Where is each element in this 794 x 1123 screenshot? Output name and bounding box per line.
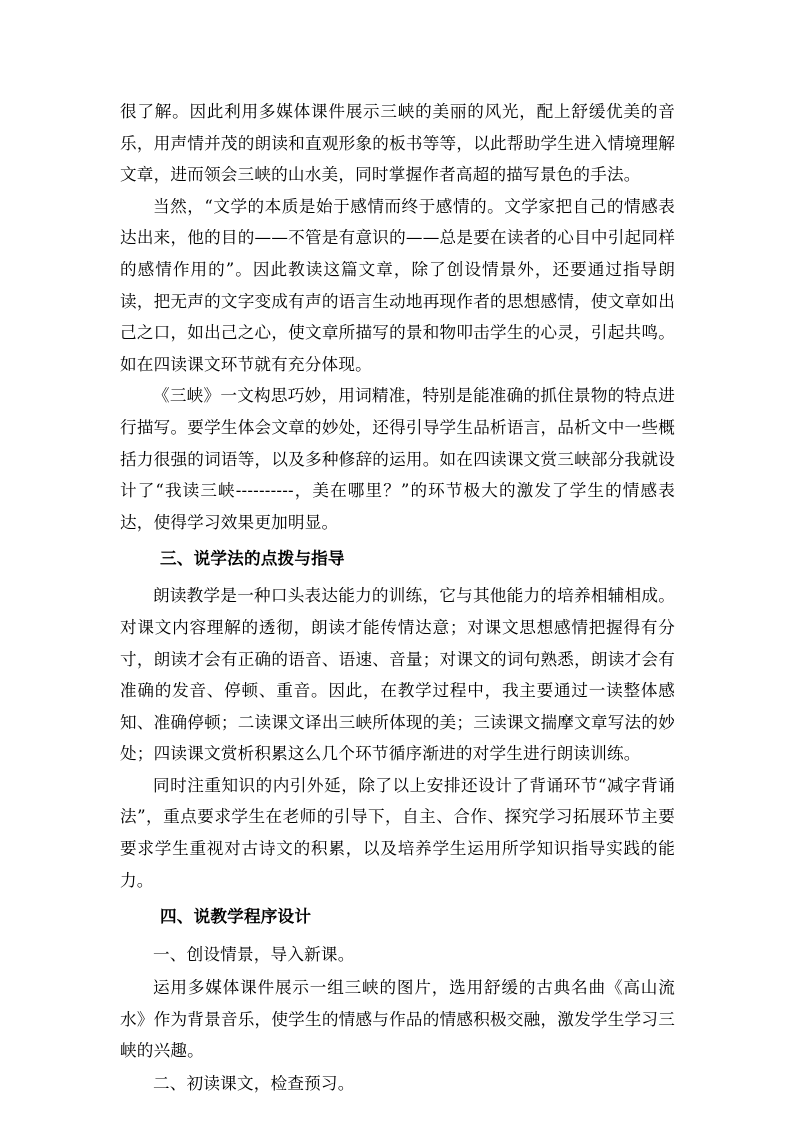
paragraph-5: 同时注重知识的内引外延，除了以上安排还设计了背诵环节“减字背诵法”，重点要求学生在老师的引导下，自主、合作、探究学习拓展环节主要要求学生重视对古诗文的积累，以及培养学生运用所学知识指导实践的能力。	[120, 775, 675, 890]
paragraph-6: 运用多媒体课件展示一组三峡的图片，选用舒缓的古典名曲《高山流水》作为背景音乐，使学生的情感与作品的情感积极交融，激发学生学习三峡的兴趣。	[120, 978, 675, 1061]
section-heading-3: 三、说学法的点拨与指导	[160, 549, 345, 569]
paragraph-2: 当然，“文学的本质是始于感情而终于感情的。文学家把自己的情感表达出来，他的目的——不管是有意识的——总是要在读者的心目中引起同样的感情作用的”。因此教读这篇文章，除了创设情景外，还要通过指导朗读，把无声的文字变成有声的语言生动地再现作者的思想感情，使文章如出己之口，如出己之心，使文章所描写的景和物叩击学生的心灵，引起共鸣。如在四读课文环节就有充分体现。	[120, 196, 675, 374]
subsection-2: 二、初读课文，检查预习。	[153, 1074, 355, 1094]
paragraph-3: 《三峡》一文构思巧妙，用词精准，特别是能准确的抓住景物的特点进行描写。要学生体会文章的妙处，还得引导学生品析语言，品析文中一些概括力很强的词语等，以及多种修辞的运用。如在四读课文赏三峡部分我就设计了“我读三峡----------，美在哪里？”的环节极大的激发了学生的情感表达，使得学习效果更加明显。	[120, 386, 675, 532]
paragraph-4: 朗读教学是一种口头表达能力的训练，它与其他能力的培养相辅相成。对课文内容理解的透彻，朗读才能传情达意；对课文思想感情把握得有分寸，朗读才会有正确的语音、语速、音量；对课文的词句熟悉，朗读才会有准确的发音、停顿、重音。因此，在教学过程中，我主要通过一读整体感知、准确停顿；二读课文译出三峡所体现的美；三读课文揣摩文章写法的妙处；四读课文赏析积累这么几个环节循序渐进的对学生进行朗读训练。	[120, 586, 675, 764]
document-body	[120, 96, 675, 1101]
section-heading-4: 四、说教学程序设计	[160, 907, 312, 927]
paragraph-1: 很了解。因此利用多媒体课件展示三峡的美丽的风光，配上舒缓优美的音乐，用声情并茂的朗读和直观形象的板书等等，以此帮助学生进入情境理解文章，进而领会三峡的山水美，同时掌握作者高超的描写景色的手法。	[120, 102, 675, 185]
subsection-1: 一、创设情景，导入新课。	[153, 945, 355, 965]
